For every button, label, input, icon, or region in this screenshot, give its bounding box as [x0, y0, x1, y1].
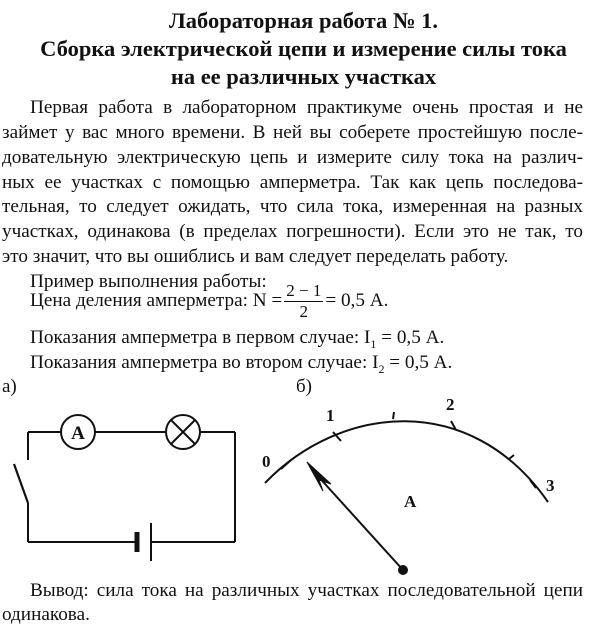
dial-tick-1	[333, 432, 341, 441]
reading-line-2	[30, 351, 452, 382]
needle-pivot	[398, 565, 408, 575]
reading2-value: = 0,5 А.	[389, 352, 453, 373]
needle-arrowhead	[307, 462, 331, 491]
lamp-circle	[166, 415, 200, 449]
dial-tick-0	[281, 460, 291, 469]
dial-arc	[265, 421, 548, 502]
scale-label-1: 1	[326, 406, 335, 425]
switch	[14, 464, 28, 503]
dial-unit-letter: А	[404, 492, 417, 511]
intro-line: это значит, что вы ошиблись и вам следует переделать работу.	[2, 246, 509, 267]
figure-a-label: а)	[2, 376, 17, 397]
ammeter-letter: А	[71, 423, 85, 444]
division-fraction	[284, 281, 323, 322]
division-value-line	[30, 280, 388, 322]
scale-label-2: 2	[446, 395, 455, 414]
dial-tick-mid2	[509, 455, 514, 459]
title-line-2: Сборка электрической цепи и измерение силы тока	[40, 36, 567, 61]
intro-line: ных ее участках с помощью амперметра. Так как цепь последова-	[2, 172, 583, 193]
dial-tick-mid1	[393, 412, 394, 419]
intro-line: тельная, то следует ожидать, что сила тока, измеренная на разных	[2, 196, 583, 217]
fraction-numerator: 2 − 1	[286, 281, 322, 301]
intro-line: довательную электрическую цепь и измерите силу тока на различ-	[2, 147, 583, 168]
figure-b-label: б)	[296, 376, 312, 397]
reading1-label: Показания амперметра в первом случае: I	[30, 327, 371, 348]
reading1-sub: 1	[370, 336, 377, 351]
conclusion-line-1: Вывод: сила тока на различных участках последовательной цепи	[30, 580, 583, 601]
intro-line: займет у вас много времени. В ней вы соберете простейшую после-	[2, 122, 583, 143]
ammeter-circle	[61, 415, 95, 449]
title-line-3: на ее различных участках	[170, 64, 437, 89]
dial-tick-2	[451, 421, 456, 430]
intro-line: участках, одинакова (в пределах погрешности). Если это не так, то	[2, 221, 583, 242]
reading1-value: = 0,5 А.	[381, 327, 445, 348]
intro-line: Первая работа в лабораторном практикуме очень простая и не	[30, 97, 583, 118]
scale-label-3: 3	[546, 476, 555, 495]
dial-tick-3	[530, 480, 536, 488]
scale-label-0: 0	[262, 452, 271, 471]
lamp-cross	[171, 420, 195, 444]
reading2-sub: 2	[378, 361, 385, 376]
title-line-1: Лабораторная работа № 1.	[169, 8, 438, 33]
division-label: Цена деления амперметра: N =	[30, 290, 283, 311]
conclusion-line-2: одинакова.	[2, 604, 90, 625]
example-heading: Пример выполнения работы:	[30, 271, 267, 292]
reading2-label: Показания амперметра во втором случае: I	[30, 352, 379, 373]
fraction-denominator: 2	[299, 302, 309, 322]
dial-needle	[316, 474, 403, 570]
division-result: = 0,5 А.	[325, 290, 389, 311]
